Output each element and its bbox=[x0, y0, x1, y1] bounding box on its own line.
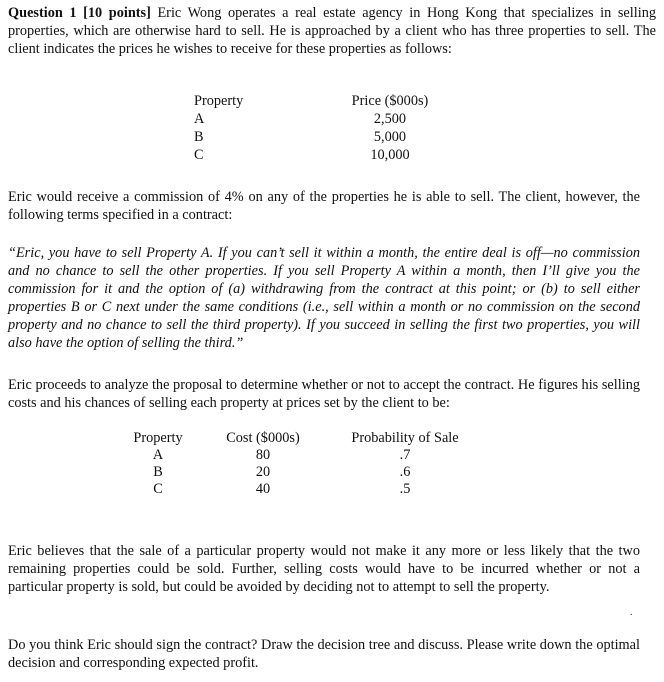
cost-table-cost: 40 bbox=[255, 481, 271, 497]
price-table-price: 10,000 bbox=[370, 147, 410, 163]
cost-table-probability: .6 bbox=[399, 464, 411, 480]
cost-table-probability: .5 bbox=[399, 481, 411, 497]
cost-probability-table bbox=[128, 430, 472, 498]
cost-table-property: C bbox=[153, 481, 163, 497]
table-row bbox=[190, 110, 446, 128]
table-row bbox=[128, 447, 472, 464]
price-table-header-property: Property bbox=[194, 93, 244, 109]
price-table-property: A bbox=[194, 111, 205, 127]
price-table bbox=[190, 92, 446, 164]
task-paragraph: Do you think Eric should sign the contract? Draw the decision tree and discuss. Please write down the optimal decision and corresponding expected profit. bbox=[8, 637, 640, 671]
commission-paragraph: Eric would receive a commission of 4% on any of the properties he is able to sell. The client, however, the following terms specified in a contract: bbox=[8, 189, 640, 223]
document-page bbox=[8, 4, 656, 58]
price-table-price: 2,500 bbox=[373, 111, 407, 127]
price-table-property: B bbox=[194, 129, 204, 145]
stray-mark: . bbox=[630, 607, 633, 618]
table-row bbox=[190, 128, 446, 146]
client-quote-paragraph: “Eric, you have to sell Property A. If you can’t sell it within a month, the entire deal is off—no commission and no chance to sell the other properties. If you sell Property A within a month, then I’ll give you the commission for it and the option of (a) withdrawing from the contract at this point; or (b) to sell either properties B or C next under the same conditions (i.e., sell within a month or no commission on the second property and no chance to sell the third property). If you succeed in selling the first two properties, you will also have the option of selling the third.” bbox=[8, 245, 640, 351]
question-heading: Question 1 [10 points] bbox=[8, 5, 151, 21]
analysis-paragraph: Eric proceeds to analyze the proposal to determine whether or not to accept the contract. He figures his selling costs and his chances of selling each property at prices set by the client to be: bbox=[8, 377, 640, 411]
cost-table-cost: 80 bbox=[255, 447, 271, 463]
cost-table-cost: 20 bbox=[255, 464, 271, 480]
cost-table-header bbox=[128, 430, 472, 447]
price-table-price: 5,000 bbox=[373, 129, 407, 145]
cost-table-property: B bbox=[153, 464, 163, 480]
table-row bbox=[128, 481, 472, 498]
table-row bbox=[190, 146, 446, 164]
price-table-header bbox=[190, 92, 446, 110]
cost-table-property: A bbox=[152, 447, 164, 463]
cost-table-probability: .7 bbox=[399, 447, 411, 463]
price-table-header-price: Price ($000s) bbox=[351, 93, 429, 109]
question-intro-text: Eric Wong operates a real estate agency in Hong Kong that specializes in selling properties, which are otherwise hard to sell. He is approached by a client who has three properties to sell. The client indicates the prices he wishes to receive for these properties as follows: bbox=[8, 5, 656, 57]
cost-table-header-property: Property bbox=[133, 430, 183, 446]
independence-paragraph: Eric believes that the sale of a particular property would not make it any more or less likely that the two remaining properties could be sold. Further, selling costs would have to be incurred whether or not a particular property is sold, but could be avoided by deciding not to attempt to sell the property. bbox=[8, 543, 640, 595]
question-intro-paragraph bbox=[8, 4, 656, 58]
table-row bbox=[128, 464, 472, 481]
cost-table-header-probability: Probability of Sale bbox=[351, 430, 459, 446]
price-table-property: C bbox=[194, 147, 204, 163]
cost-table-header-cost: Cost ($000s) bbox=[226, 430, 300, 446]
